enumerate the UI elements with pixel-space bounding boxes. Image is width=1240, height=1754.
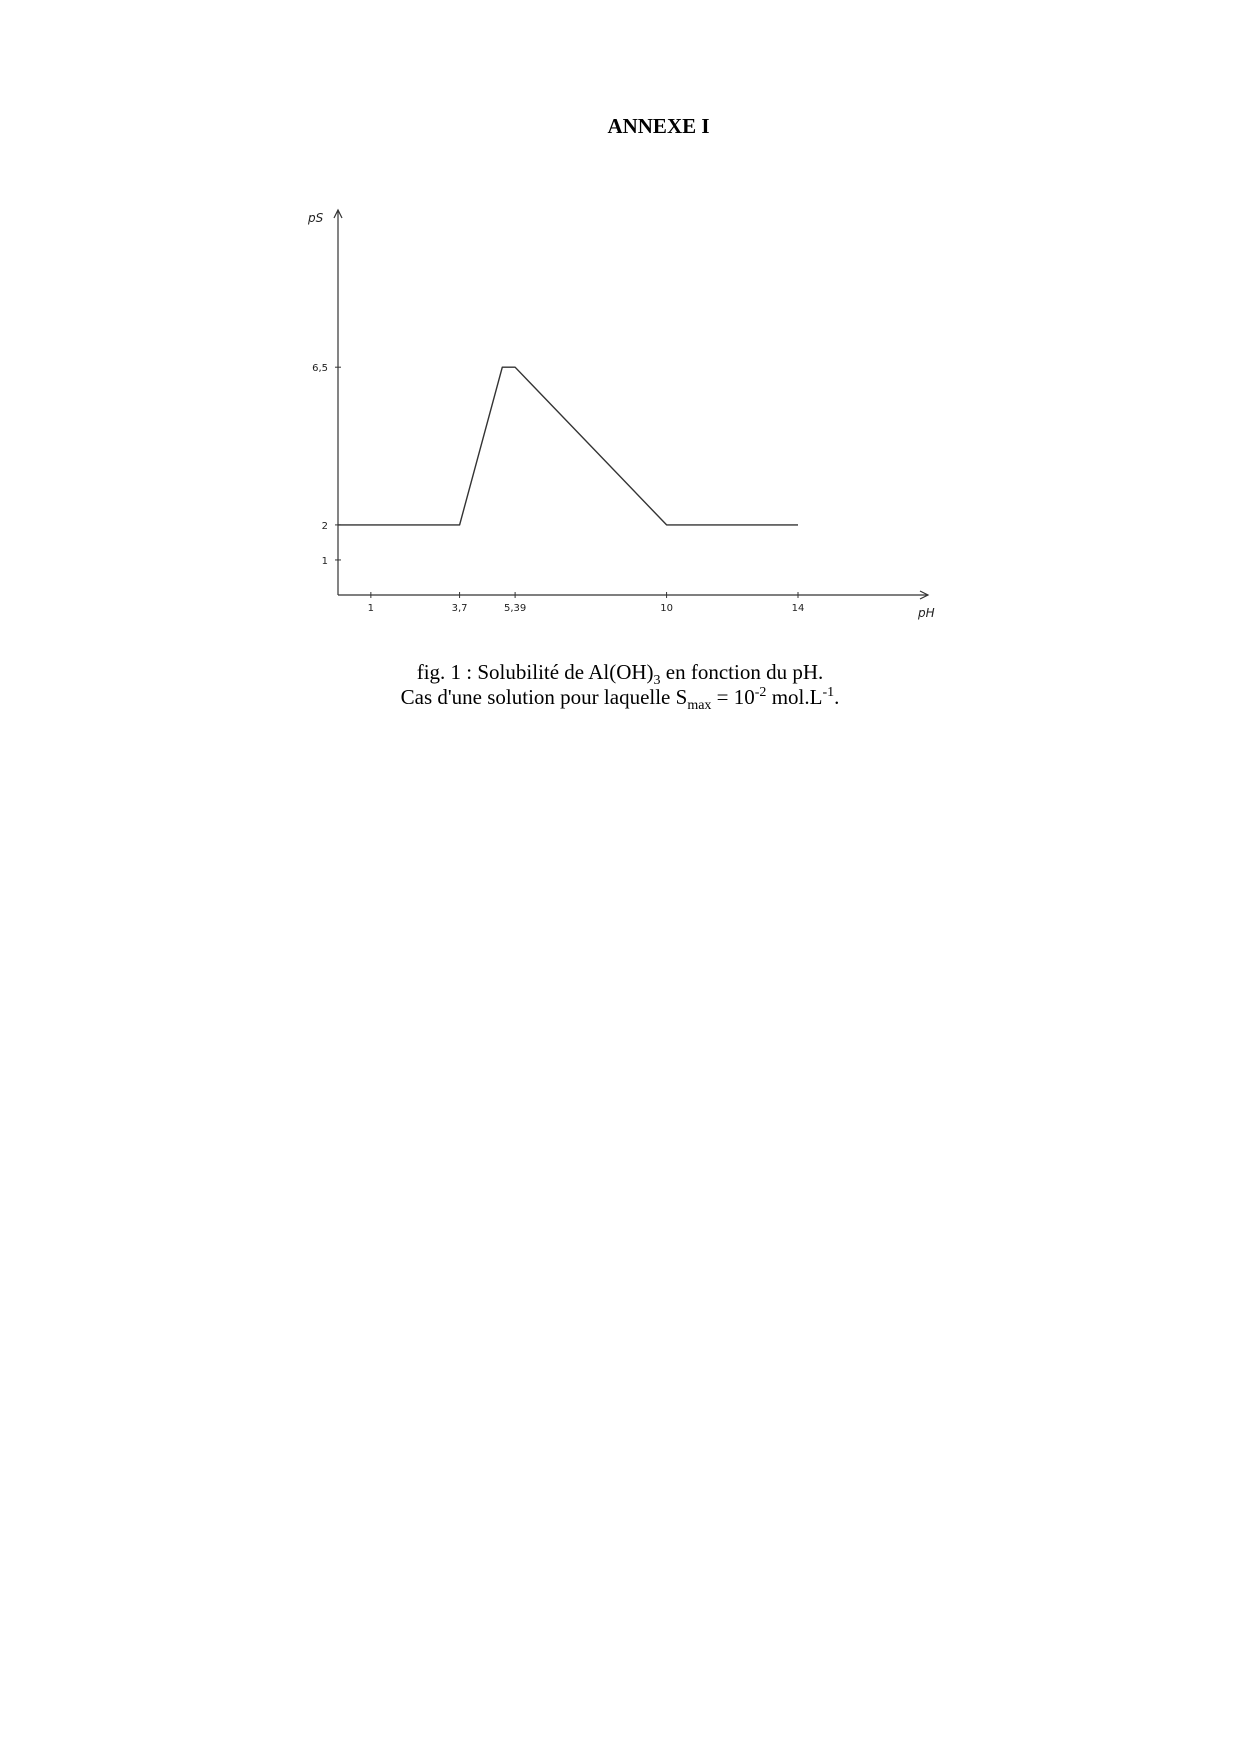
x-tick-label: 1 bbox=[367, 603, 375, 614]
solubility-chart bbox=[290, 205, 960, 645]
x-tick-label: 14 bbox=[791, 603, 805, 614]
chart-ticks bbox=[312, 363, 804, 614]
caption-text: mol.L bbox=[766, 685, 823, 709]
y-axis-label: pS bbox=[308, 211, 324, 225]
y-tick-label: 2 bbox=[321, 520, 328, 532]
y-tick-label: 1 bbox=[321, 555, 328, 567]
x-axis-label: pH bbox=[918, 606, 935, 620]
x-tick-label: 5,39 bbox=[503, 603, 527, 614]
chart-series bbox=[338, 367, 798, 525]
solubility-curve bbox=[338, 367, 798, 525]
caption-text: en fonction du pH. bbox=[660, 660, 824, 684]
caption-text: Cas d'une solution pour laquelle S bbox=[400, 685, 688, 709]
caption-superscript: -2 bbox=[754, 685, 767, 700]
figure-caption bbox=[0, 660, 1240, 714]
caption-subscript: max bbox=[687, 698, 712, 714]
chart-axes bbox=[307, 210, 935, 620]
caption-superscript: -1 bbox=[822, 685, 835, 700]
x-tick-label: 10 bbox=[660, 603, 673, 614]
caption-line-1 bbox=[0, 660, 1240, 689]
y-tick-label: 6,5 bbox=[312, 363, 328, 375]
caption-text: = 10 bbox=[711, 685, 755, 709]
caption-text: . bbox=[834, 685, 840, 709]
caption-text: fig. 1 : Solubilité de Al(OH) bbox=[416, 660, 654, 684]
annex-heading: ANNEXE I bbox=[607, 114, 710, 138]
caption-subscript: 3 bbox=[653, 673, 661, 689]
caption-line-2 bbox=[0, 685, 1240, 714]
x-tick-label: 3,7 bbox=[451, 603, 468, 614]
